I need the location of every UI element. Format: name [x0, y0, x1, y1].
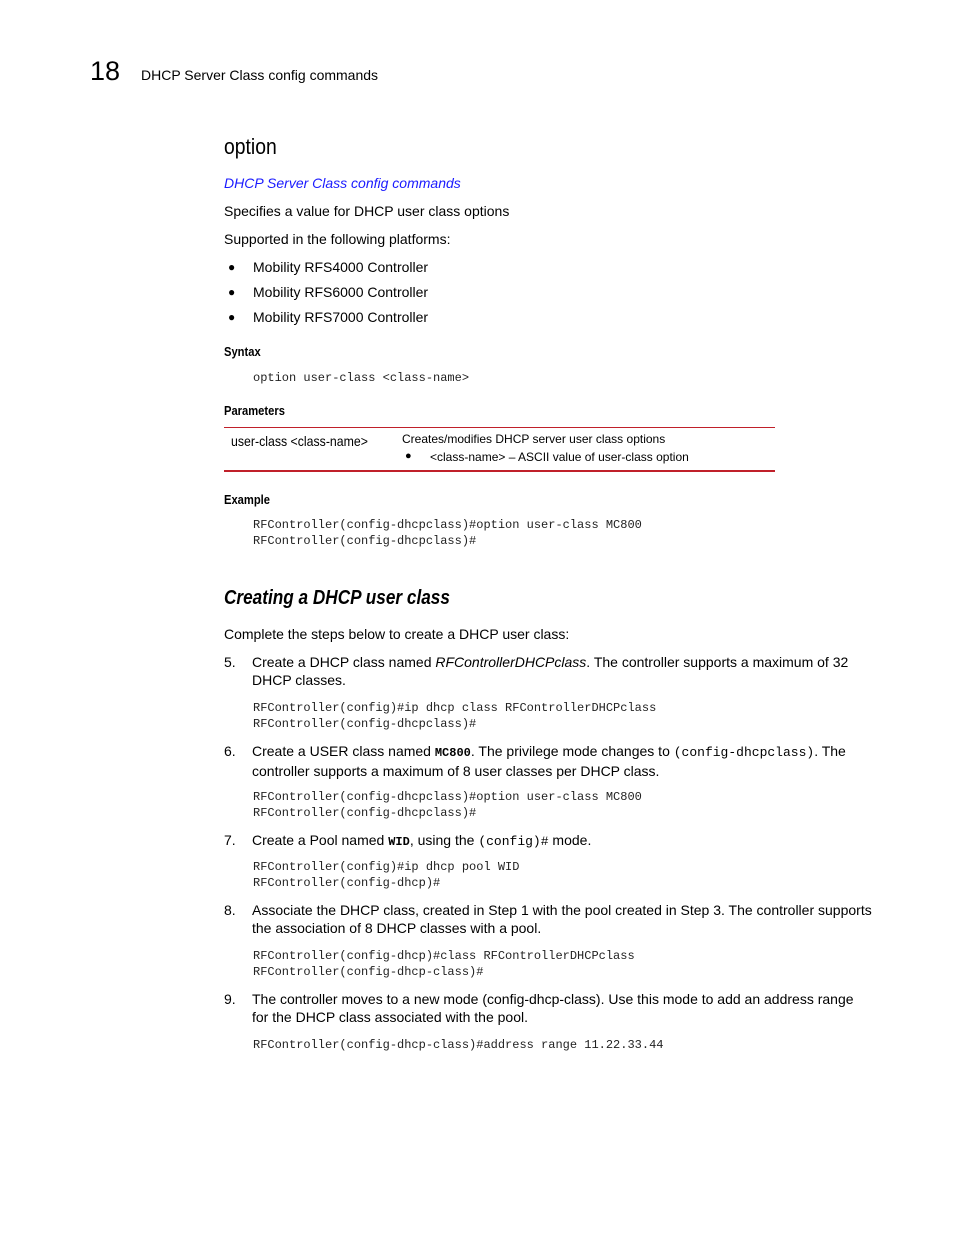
chapter-title: DHCP Server Class config commands: [141, 67, 379, 83]
step-code-line: RFController(config-dhcpclass)#option user-class MC800: [253, 790, 642, 804]
example-code-line: RFController(config-dhcpclass)#: [253, 534, 477, 548]
bullet-icon: ●: [228, 260, 236, 274]
step-text: [252, 742, 872, 780]
parameter-bullet: <class-name> – ASCII value of user-class option: [430, 450, 689, 464]
table-top-rule: [224, 427, 775, 428]
step-text-part: . The privilege mode changes to: [470, 743, 674, 759]
step-bold-code: WID: [388, 835, 410, 849]
section-description: Specifies a value for DHCP user class options: [224, 203, 510, 219]
step-text: The controller moves to a new mode (config-dhcp-class). Use this mode to add an address range for the DHCP class associated with the pool.: [252, 991, 854, 1025]
step-code-line: RFController(config-dhcpclass)#: [253, 806, 477, 820]
step-text-part: Create a Pool named: [252, 832, 389, 848]
section-link[interactable]: DHCP Server Class config commands: [224, 175, 461, 191]
bullet-icon: ●: [228, 310, 236, 324]
step-code-line: RFController(config-dhcpclass)#: [253, 717, 477, 731]
step-number: 6.: [224, 743, 236, 759]
step-bold-code: MC800: [434, 746, 471, 760]
parameter-name: user-class <class-name>: [231, 433, 368, 449]
table-bottom-rule: [224, 470, 775, 472]
step-text: Associate the DHCP class, created in Step 1 with the pool created in Step 3. The controller supports the association of 8 DHCP classes with a pool.: [252, 902, 872, 936]
step-text-part: . The controller supports a maximum of 8 user classes per DHCP class.: [252, 743, 846, 779]
example-heading: Example: [224, 492, 270, 507]
step-code-line: RFController(config-dhcp-class)#: [253, 965, 484, 979]
syntax-code: option user-class <class-name>: [253, 371, 470, 385]
step-code-line: RFController(config-dhcp)#class RFControllerDHCPclass: [253, 949, 635, 963]
step-text-part: , using the: [409, 832, 479, 848]
parameter-description: Creates/modifies DHCP server user class options: [402, 432, 666, 446]
chapter-number: 18: [90, 56, 121, 86]
subsection-intro: Complete the steps below to create a DHCP user class:: [224, 626, 570, 642]
step-emphasis: RFControllerDHCPclass: [435, 654, 587, 670]
step-code-line: RFController(config)#ip dhcp class RFControllerDHCPclass: [253, 701, 657, 715]
step-code-line: RFController(config-dhcp)#: [253, 876, 441, 890]
step-number: 5.: [224, 654, 236, 670]
subsection-title: Creating a DHCP user class: [224, 587, 450, 609]
bullet-icon: ●: [228, 285, 236, 299]
step-text-part: Create a USER class named: [252, 743, 435, 759]
parameters-heading: Parameters: [224, 403, 285, 418]
step-code-line: RFController(config-dhcp-class)#address range 11.22.33.44: [253, 1038, 664, 1052]
step-text: [252, 831, 872, 851]
step-inline-code: (config)#: [478, 834, 549, 849]
platform-item: Mobility RFS4000 Controller: [253, 259, 429, 275]
step-text-part: Create a DHCP class named: [252, 654, 436, 670]
platforms-intro: Supported in the following platforms:: [224, 231, 451, 247]
step-inline-code: (config-dhcpclass): [673, 745, 815, 760]
step-text: [252, 653, 872, 689]
step-number: 8.: [224, 902, 236, 918]
step-number: 9.: [224, 991, 236, 1007]
example-code-line: RFController(config-dhcpclass)#option user-class MC800: [253, 518, 642, 532]
platform-item: Mobility RFS6000 Controller: [253, 284, 429, 300]
step-text-part: mode.: [548, 832, 592, 848]
step-text-part: . The controller supports a maximum of 32 DHCP classes.: [252, 654, 849, 688]
bullet-icon: ●: [405, 450, 412, 462]
section-title: option: [224, 134, 277, 159]
step-number: 7.: [224, 832, 236, 848]
platform-item: Mobility RFS7000 Controller: [253, 309, 429, 325]
syntax-heading: Syntax: [224, 344, 261, 359]
step-code-line: RFController(config)#ip dhcp pool WID: [253, 860, 520, 874]
